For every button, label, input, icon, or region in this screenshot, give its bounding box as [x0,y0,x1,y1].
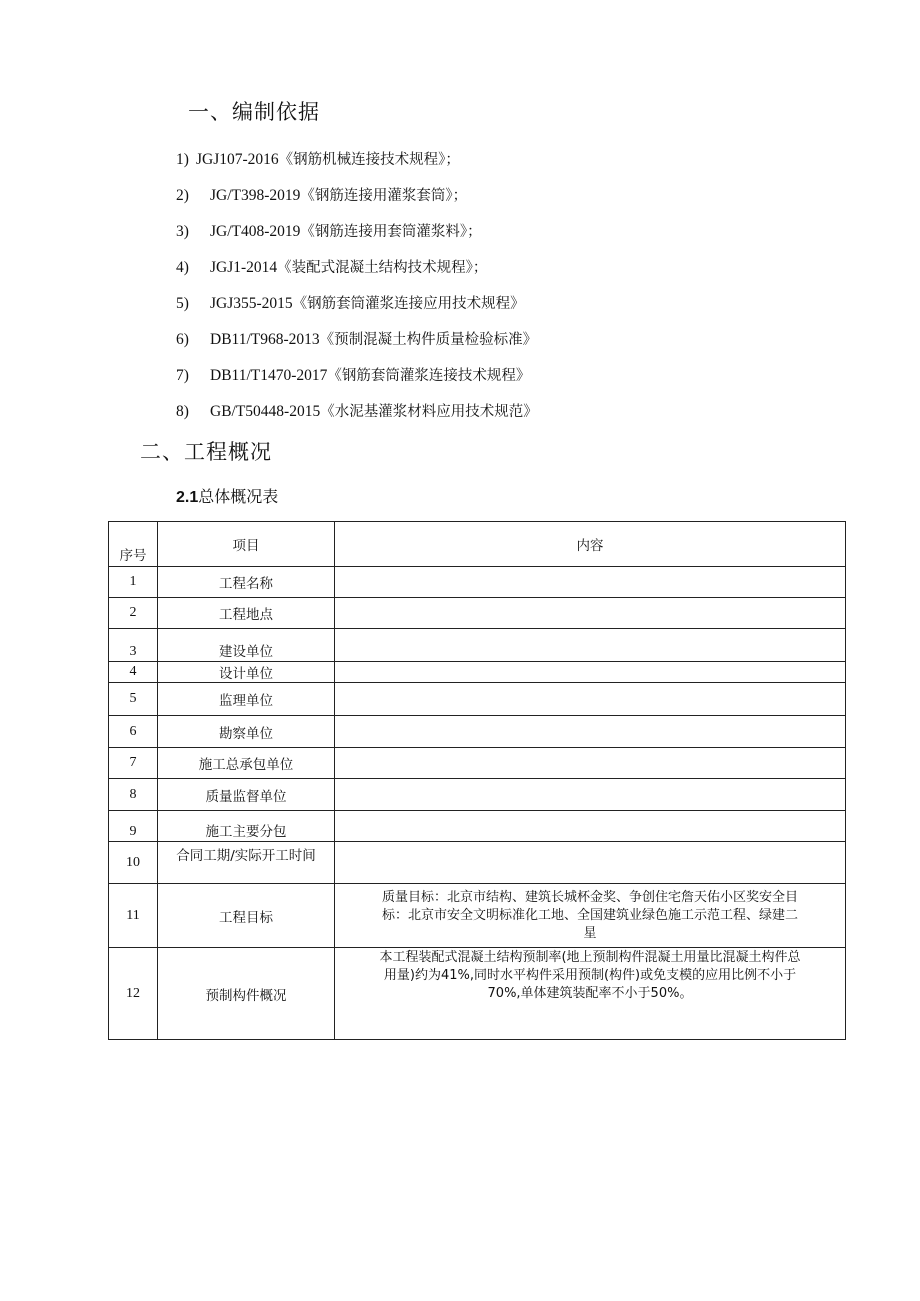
reference-number: 7) [176,367,189,384]
row-no: 9 [109,811,158,842]
reference-item [176,184,467,205]
table-row [109,748,846,779]
reference-item [176,148,460,169]
row-item: 建设单位 [158,629,335,662]
row-content [335,662,846,683]
reference-item [176,256,487,277]
row-content [335,779,846,811]
table-row [109,811,846,842]
reference-number: 6) [176,331,189,348]
reference-code: DB11/T1470-2017 [210,367,328,384]
table-row [109,683,846,716]
reference-title: 《装配式混凝土结构技术规程》 [277,260,473,276]
row-no: 11 [109,884,158,948]
reference-number: 4) [176,259,189,276]
table-row [109,598,846,629]
row-no: 4 [109,662,158,683]
reference-code: JGJ107-2016 [196,151,279,168]
row-no: 1 [109,567,158,598]
reference-code: DB11/T968-2013 [210,331,320,348]
row-item: 工程名称 [158,567,335,598]
row-item: 工程地点 [158,598,335,629]
table-row [109,567,846,598]
row-content [335,567,846,598]
reference-number: 8) [176,403,189,420]
table-row [109,662,846,683]
row-no: 10 [109,842,158,884]
row-content [335,629,846,662]
reference-code: JG/T408-2019 [210,223,301,240]
row-no: 12 [109,948,158,1040]
overview-table [108,521,846,1040]
content-line: 用量)约为41%,同时水平构件采用预制(构件)或免支模的应用比例不小于 [383,968,797,983]
reference-item [176,328,537,349]
reference-code: JG/T398-2019 [210,187,301,204]
row-no: 8 [109,779,158,811]
row-content [335,716,846,748]
header-content: 内容 [335,522,846,567]
row-item: 质量监督单位 [158,779,335,811]
row-item: 合同工期/实际开工时间 [158,842,335,884]
subsection-number: 2.1 [176,489,199,506]
reference-code: JGJ355-2015 [210,295,293,312]
row-item: 施工主要分包 [158,811,335,842]
table-row [109,884,846,948]
content-line: 本工程装配式混凝土结构预制率(地上预制构件混凝土用量比混凝土构件总 [379,950,801,965]
reference-number: 5) [176,295,189,312]
row-no: 5 [109,683,158,716]
section-2-heading: 二、工程概况 [140,440,272,464]
reference-item [176,220,482,241]
reference-suffix: ； [445,152,460,168]
reference-item [176,400,538,421]
row-content-goals [335,884,846,948]
content-line: 70%,单体建筑装配率不小于50%。 [487,986,693,1001]
row-content [335,598,846,629]
reference-number: 2) [176,187,189,204]
reference-title: 《钢筋连接用灌浆套筒》 [300,188,453,204]
reference-suffix: ； [467,224,482,240]
reference-number: 1) [176,151,189,168]
row-no: 3 [109,629,158,662]
reference-title: 《钢筋套筒灌浆连接技术规程》 [327,368,531,384]
reference-title: 《钢筋套筒灌浆连接应用技术规程》 [292,296,525,312]
reference-title: 《预制混凝土构件质量检验标准》 [319,332,538,348]
subsection-heading [176,484,278,507]
subsection-title: 总体概况表 [198,487,279,506]
content-line: 星 [583,925,597,941]
reference-suffix: ； [452,188,468,204]
reference-code: GB/T50448-2015 [210,403,321,420]
table-row [109,716,846,748]
row-no: 7 [109,748,158,779]
table-row [109,948,846,1040]
row-item: 施工总承包单位 [158,748,335,779]
row-item: 勘察单位 [158,716,335,748]
row-no: 6 [109,716,158,748]
row-content [335,811,846,842]
table-row [109,779,846,811]
row-item: 设计单位 [158,662,335,683]
reference-item [176,292,525,313]
content-line: 标：北京市安全文明标准化工地、全国建筑业绿色施工示范工程、绿建二 [381,907,798,923]
row-item: 工程目标 [158,884,335,948]
row-content-precast [335,948,846,1040]
section-1-heading: 一、编制依据 [188,100,320,124]
reference-suffix: ； [472,260,488,276]
header-item: 项目 [158,522,335,567]
row-item: 预制构件概况 [158,948,335,1040]
row-content [335,748,846,779]
table-header-row [109,522,846,567]
reference-number: 3) [176,223,189,240]
row-content [335,683,846,716]
row-content [335,842,846,884]
row-no: 2 [109,598,158,629]
content-line: 质量目标：北京市结构、建筑长城杯金奖、争创住宅詹天佑小区奖安全目 [381,889,798,905]
header-no: 序号 [109,522,158,567]
reference-code: JGJ1-2014 [210,259,278,276]
reference-title: 《钢筋连接用套筒灌浆料》 [300,224,468,240]
reference-title: 《钢筋机械连接技术规程》 [278,152,446,168]
table-row [109,629,846,662]
reference-item [176,364,530,385]
row-item: 监理单位 [158,683,335,716]
reference-title: 《水泥基灌浆材料应用技术规范》 [320,404,538,420]
table-row [109,842,846,884]
